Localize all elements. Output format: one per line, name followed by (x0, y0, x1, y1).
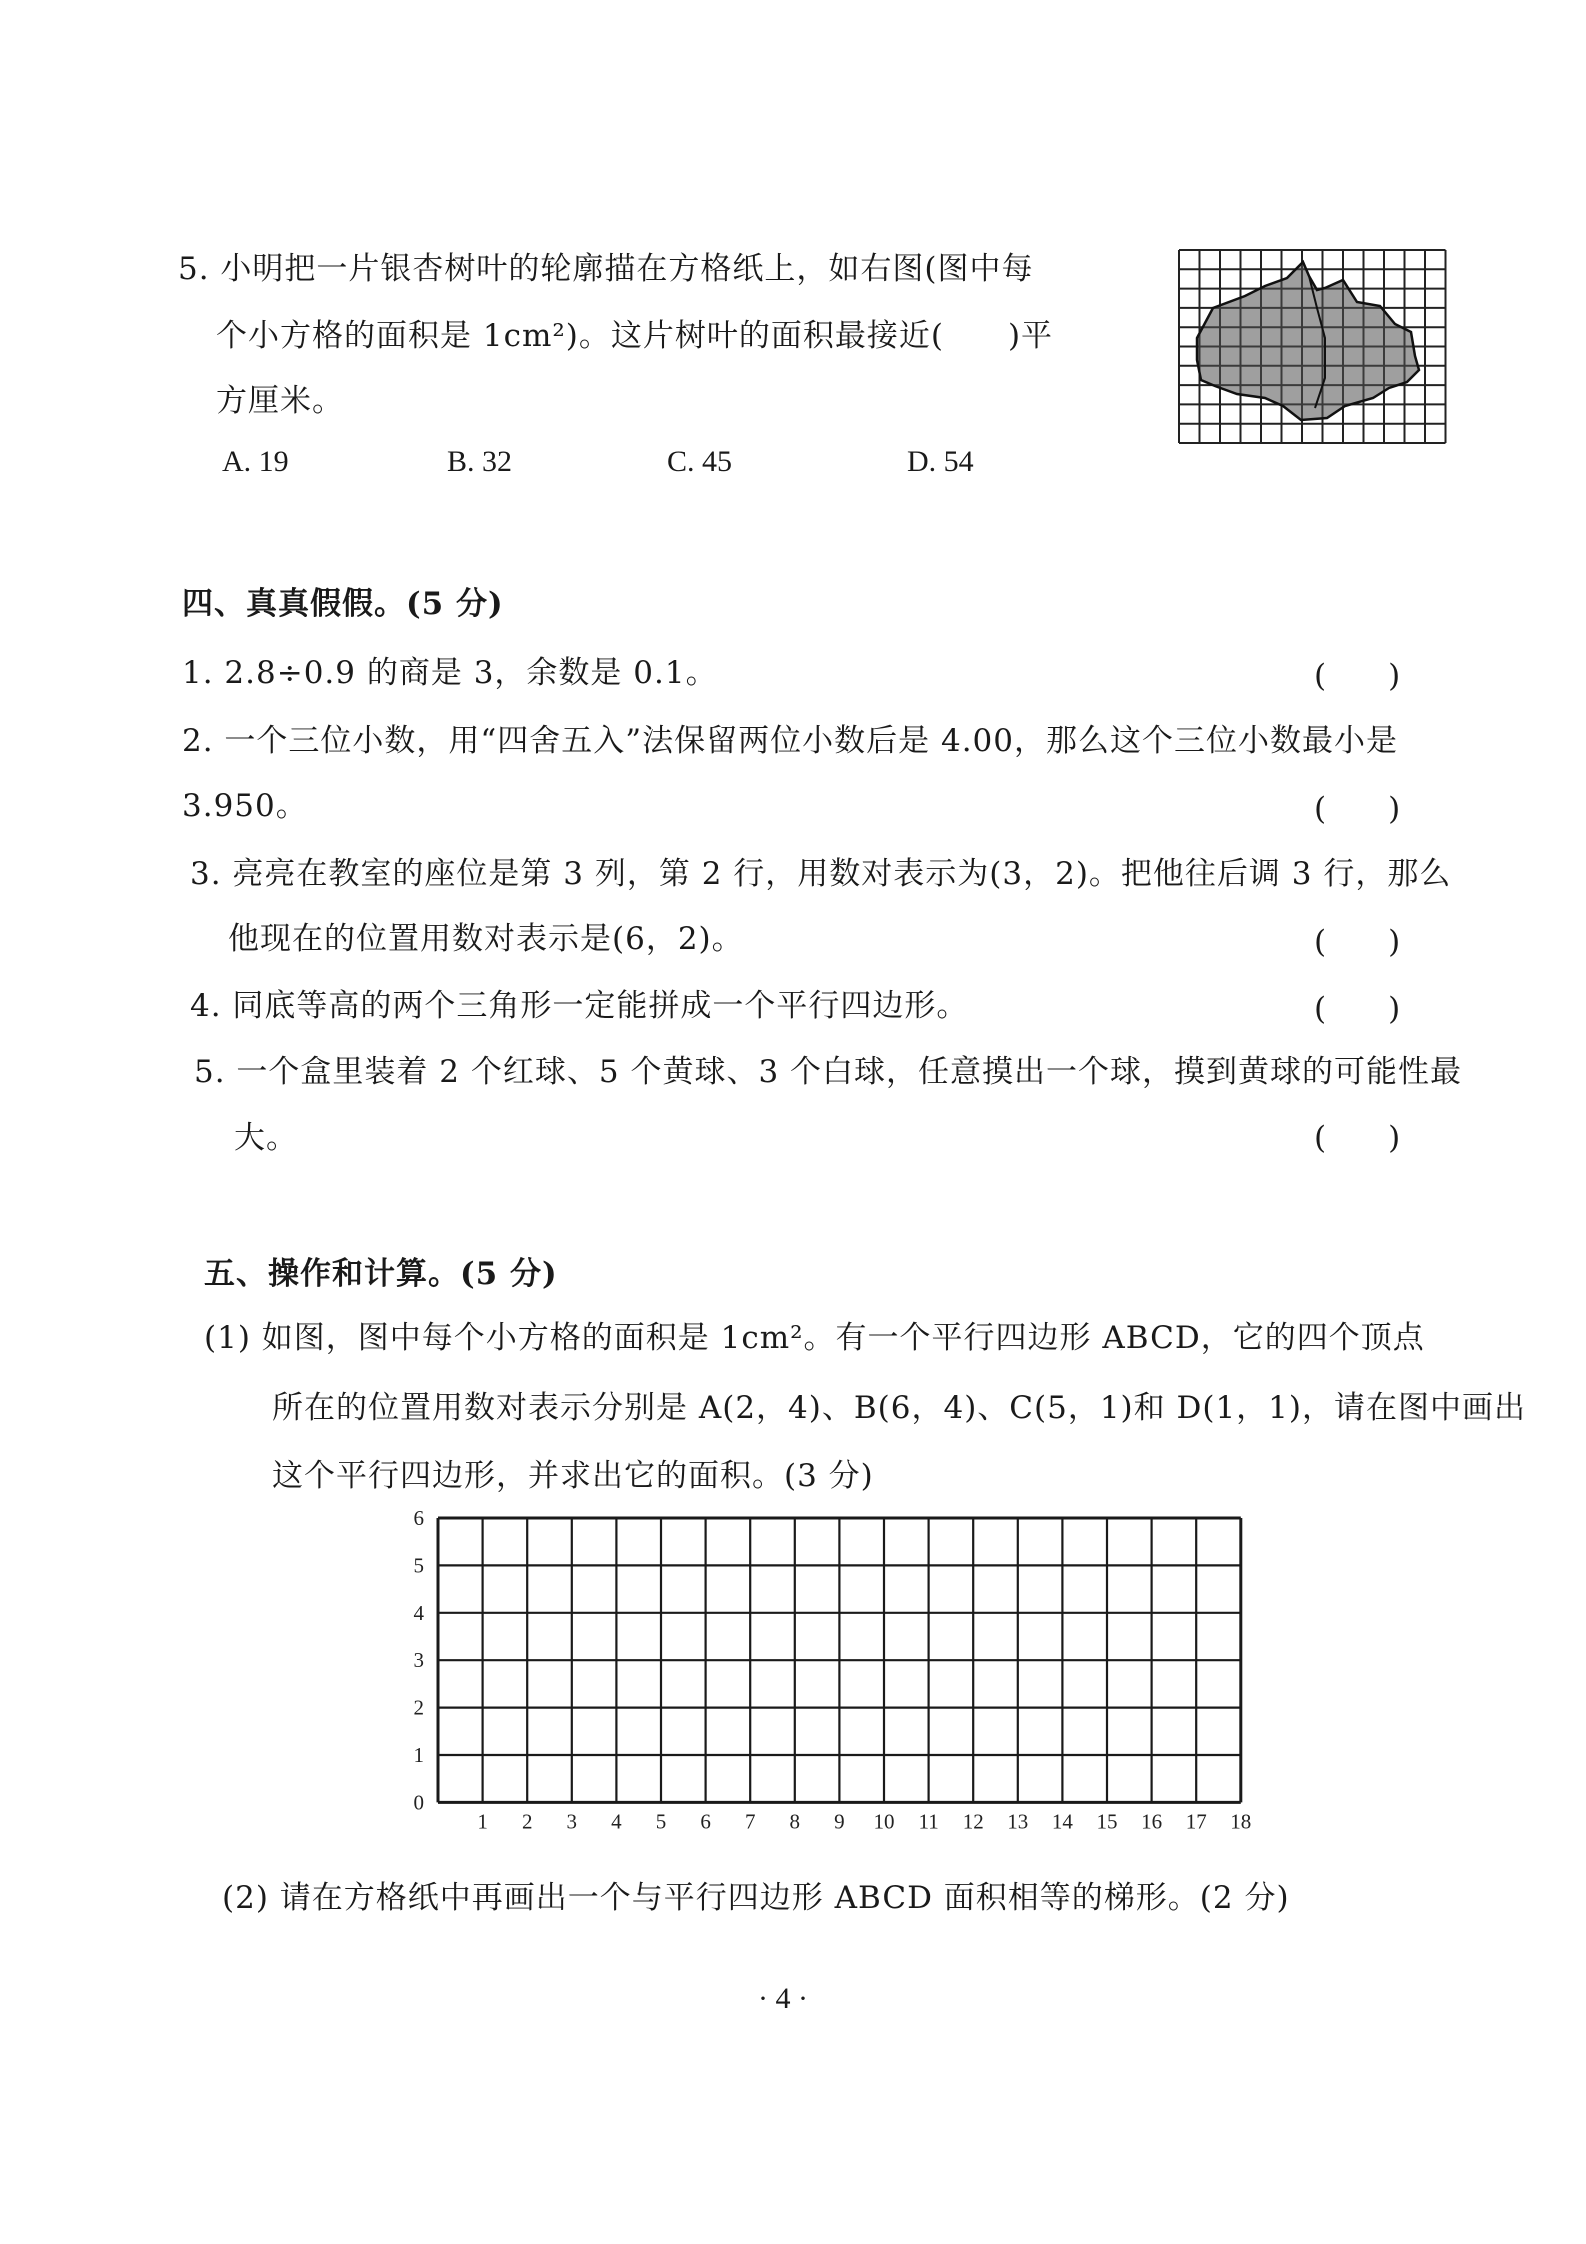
tf-item-2-line1: 2. 一个三位小数，用“四舍五入”法保留两位小数后是 4.00，那么这个三位小数最小是 (182, 723, 1399, 759)
x-tick-label: 9 (834, 1809, 845, 1834)
x-tick-label: 1 (477, 1809, 488, 1834)
tf-answer-4[interactable]: ( ) (1314, 991, 1401, 1027)
tf-item-1: 1. 2.8÷0.9 的商是 3，余数是 0.1。 (182, 655, 718, 691)
leaf-outline (1197, 262, 1419, 420)
tf-answer-3[interactable]: ( ) (1314, 924, 1401, 960)
s5-part1-line1: (1) 如图，图中每个小方格的面积是 1cm²。有一个平行四边形 ABCD，它的四个顶点 (204, 1320, 1425, 1356)
x-tick-label: 12 (962, 1809, 984, 1834)
tf-item-5-line2: 大。 (234, 1120, 298, 1156)
y-tick-label: 0 (413, 1790, 424, 1815)
y-tick-label: 1 (413, 1743, 424, 1767)
x-tick-label: 10 (873, 1809, 895, 1834)
x-tick-label: 13 (1007, 1809, 1029, 1834)
tf-answer-2[interactable]: ( ) (1314, 791, 1401, 827)
x-tick-label: 15 (1096, 1809, 1118, 1834)
x-tick-label: 11 (918, 1809, 939, 1834)
q5-line3: 方厘米。 (216, 383, 344, 419)
q5-option-a: A. 19 (222, 445, 289, 478)
x-tick-label: 17 (1185, 1809, 1207, 1834)
ginkgo-leaf-grid-figure (1175, 248, 1447, 448)
y-tick-label: 6 (413, 1510, 424, 1530)
grid-lines (438, 1518, 1241, 1802)
coordinate-grid[interactable] (395, 1510, 1265, 1850)
y-tick-label: 4 (413, 1600, 424, 1625)
q5-line2: 个小方格的面积是 1cm²)。这片树叶的面积最接近( )平 (216, 318, 1054, 354)
x-tick-label: 7 (744, 1809, 756, 1834)
q5-option-b: B. 32 (447, 445, 513, 478)
x-tick-label: 14 (1051, 1809, 1073, 1834)
y-tick-label: 5 (413, 1553, 424, 1578)
tf-item-5-line1: 5. 一个盒里装着 2 个红球、5 个黄球、3 个白球，任意摸出一个球，摸到黄球的可能性最 (194, 1054, 1463, 1090)
section4-heading: 四、真真假假。(5 分) (182, 586, 504, 622)
y-tick-label: 2 (413, 1695, 424, 1720)
tf-item-3-line2: 他现在的位置用数对表示是(6，2)。 (228, 921, 744, 957)
x-tick-label: 18 (1230, 1809, 1252, 1834)
section5-heading: 五、操作和计算。(5 分) (204, 1256, 558, 1292)
tf-item-3-line1: 3. 亮亮在教室的座位是第 3 列，第 2 行，用数对表示为(3，2)。把他往后调 3 行，那么 (190, 856, 1452, 892)
x-tick-label: 3 (566, 1809, 578, 1834)
x-tick-label: 4 (611, 1809, 622, 1834)
x-tick-label: 6 (700, 1809, 711, 1834)
tf-item-2-line2: 3.950。 (182, 788, 308, 824)
x-tick-label: 8 (789, 1809, 801, 1834)
q5-option-c: C. 45 (667, 445, 733, 478)
s5-part1-line2: 所在的位置用数对表示分别是 A(2，4)、B(6，4)、C(5，1)和 D(1，1)，请在图中画出 (272, 1390, 1526, 1426)
tf-answer-5[interactable]: ( ) (1314, 1120, 1401, 1156)
page-number: · 4 · (758, 1982, 808, 2015)
x-tick-label: 16 (1141, 1809, 1163, 1834)
x-tick-label: 5 (655, 1809, 667, 1834)
s5-part1-line3: 这个平行四边形，并求出它的面积。(3 分) (272, 1458, 874, 1494)
y-tick-label: 3 (413, 1648, 424, 1673)
tf-item-4: 4. 同底等高的两个三角形一定能拼成一个平行四边形。 (190, 988, 969, 1024)
q5-option-d: D. 54 (907, 445, 974, 478)
s5-part2: (2) 请在方格纸中再画出一个与平行四边形 ABCD 面积相等的梯形。(2 分) (222, 1880, 1290, 1916)
x-tick-label: 2 (521, 1809, 533, 1834)
tf-answer-1[interactable]: ( ) (1314, 658, 1401, 694)
q5-line1: 5. 小明把一片银杏树叶的轮廓描在方格纸上，如右图(图中每 (178, 251, 1034, 287)
